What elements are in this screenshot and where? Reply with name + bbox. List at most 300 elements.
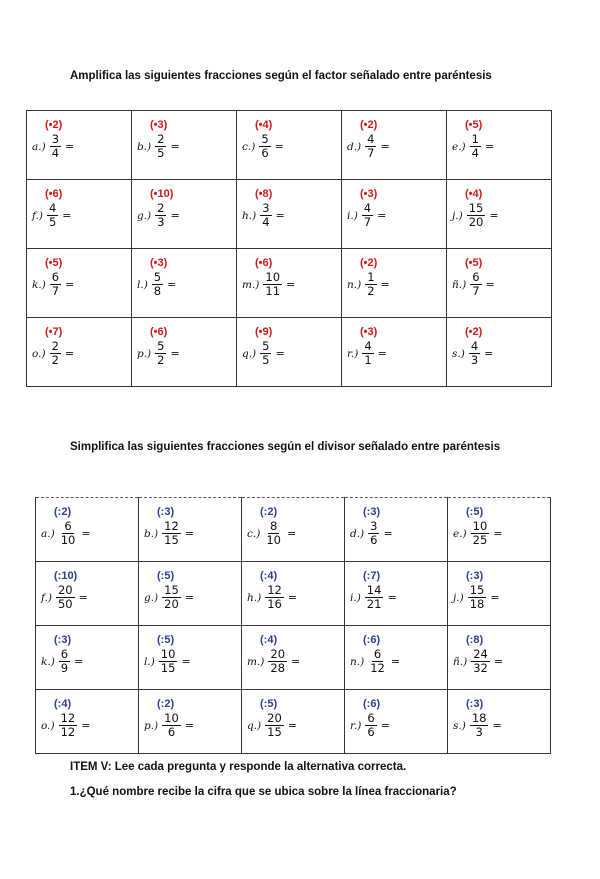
operator-factor: (•8) <box>255 188 273 200</box>
amplify-cell <box>237 180 342 249</box>
simplify-cell <box>345 498 448 562</box>
numerator: 10 <box>472 519 488 533</box>
exercise <box>132 180 236 248</box>
simplify-cell <box>36 562 139 626</box>
exercise <box>139 626 241 689</box>
exercise <box>345 626 447 689</box>
numerator: 6 <box>60 647 69 661</box>
numerator: 2 <box>157 132 165 146</box>
exercise <box>27 318 131 386</box>
fraction <box>259 133 270 160</box>
simplify-row <box>36 498 551 562</box>
fraction-expression <box>247 520 296 547</box>
fraction <box>362 202 373 229</box>
operator-factor: (:3) <box>466 570 484 582</box>
fraction <box>467 202 486 229</box>
operator-factor: (•2) <box>45 119 63 131</box>
numerator: 3 <box>262 201 270 215</box>
simplify-cell <box>139 626 242 690</box>
numerator: 4 <box>367 132 375 146</box>
operator-factor: (:6) <box>363 698 381 710</box>
equals-sign: = <box>65 278 75 291</box>
fraction-expression <box>41 712 90 739</box>
amplify-cell <box>342 111 447 180</box>
exercise-label: o.) <box>32 347 46 360</box>
exercise-label: i.) <box>347 209 358 222</box>
numerator: 6 <box>472 270 480 284</box>
denominator: 20 <box>164 597 179 611</box>
denominator: 2 <box>157 353 165 367</box>
fraction <box>263 271 282 298</box>
exercise-label: l.) <box>137 278 148 291</box>
fraction <box>162 584 181 611</box>
equals-sign: = <box>380 140 390 153</box>
fraction <box>59 520 78 547</box>
equals-sign: = <box>170 347 180 360</box>
exercise <box>36 562 138 625</box>
exercise <box>342 318 446 386</box>
denominator: 15 <box>164 533 179 547</box>
operator-factor: (•6) <box>255 257 273 269</box>
simplify-cell <box>36 626 139 690</box>
amplify-cell <box>27 111 132 180</box>
simplify-cell <box>242 626 345 690</box>
fraction <box>362 340 373 367</box>
fraction <box>155 202 166 229</box>
denominator: 50 <box>57 597 73 611</box>
fraction-expression <box>242 202 285 229</box>
denominator: 16 <box>267 597 282 611</box>
equals-sign: = <box>286 527 297 540</box>
fraction-expression <box>452 340 493 367</box>
amplify-instructions: Amplifica las siguientes fracciones según el factor señalado entre paréntesis <box>70 70 492 82</box>
denominator: 32 <box>473 661 488 675</box>
denominator: 3 <box>475 725 483 739</box>
operator-factor: (•9) <box>255 326 273 338</box>
equals-sign: = <box>493 527 503 540</box>
equals-sign: = <box>387 591 397 604</box>
exercise <box>132 318 236 386</box>
fraction-expression <box>137 340 180 367</box>
operator-factor: (:5) <box>466 506 484 518</box>
equals-sign: = <box>167 278 177 291</box>
fraction <box>162 712 181 739</box>
fraction-expression <box>453 584 500 611</box>
denominator: 21 <box>366 597 382 611</box>
exercise-label: s.) <box>453 719 466 732</box>
fraction-expression <box>137 271 176 298</box>
equals-sign: = <box>274 140 284 153</box>
denominator: 6 <box>261 146 269 160</box>
exercise-label: j.) <box>452 209 463 222</box>
equals-sign: = <box>62 209 72 222</box>
fraction-expression <box>347 133 390 160</box>
fraction-expression <box>347 340 387 367</box>
fraction-expression <box>32 133 74 160</box>
fraction <box>50 133 61 160</box>
denominator: 2 <box>367 284 375 298</box>
exercise-label: g.) <box>137 209 152 222</box>
operator-factor: (:2) <box>260 506 278 518</box>
operator-factor: (•5) <box>45 257 63 269</box>
numerator: 10 <box>160 647 176 661</box>
fraction-expression <box>144 712 194 739</box>
exercise <box>447 318 551 386</box>
exercise-label: k.) <box>32 278 46 291</box>
amplify-cell <box>447 249 552 318</box>
equals-sign: = <box>184 527 195 540</box>
numerator: 8 <box>269 519 278 533</box>
simplify-cell <box>345 626 448 690</box>
operator-factor: (:6) <box>363 634 381 646</box>
equals-sign: = <box>170 209 180 222</box>
exercise <box>342 180 446 248</box>
question-1: 1.¿Qué nombre recibe la cifra que se ubica sobre la línea fraccionaria? <box>70 786 457 798</box>
simplify-cell <box>36 498 139 562</box>
operator-factor: (•3) <box>150 257 168 269</box>
item-v-title: ITEM V: Lee cada pregunta y responde la alternativa correcta. <box>70 761 407 773</box>
fraction <box>260 340 271 367</box>
amplify-cell <box>237 111 342 180</box>
denominator: 4 <box>51 146 60 160</box>
equals-sign: = <box>485 278 495 291</box>
fraction <box>470 712 489 739</box>
operator-factor: (:5) <box>157 634 175 646</box>
exercise <box>447 180 551 248</box>
operator-factor: (:5) <box>157 570 175 582</box>
amplify-cell <box>447 180 552 249</box>
operator-factor: (•3) <box>360 188 378 200</box>
numerator: 6 <box>367 711 375 725</box>
fraction <box>152 271 163 298</box>
equals-sign: = <box>484 140 495 153</box>
fraction <box>365 271 376 298</box>
equals-sign: = <box>380 719 390 732</box>
denominator: 3 <box>470 353 479 367</box>
amplify-cell <box>27 180 132 249</box>
denominator: 8 <box>153 284 162 298</box>
fraction-expression <box>32 202 72 229</box>
fraction <box>47 202 58 229</box>
operator-factor: (:3) <box>363 506 381 518</box>
equals-sign: = <box>74 655 84 668</box>
amplify-cell <box>132 318 237 387</box>
denominator: 12 <box>370 661 385 675</box>
exercise-label: b.) <box>144 527 159 540</box>
equals-sign: = <box>489 209 499 222</box>
operator-factor: (:2) <box>157 698 175 710</box>
fraction <box>365 712 376 739</box>
operator-factor: (•4) <box>465 188 483 200</box>
exercise-label: s.) <box>452 347 465 360</box>
fraction-expression <box>247 712 297 739</box>
equals-sign: = <box>291 655 301 668</box>
fraction <box>265 584 284 611</box>
exercise <box>27 111 131 179</box>
denominator: 5 <box>48 215 57 229</box>
simplify-cell <box>448 498 551 562</box>
exercise-label: l.) <box>144 655 155 668</box>
fraction-expression <box>242 271 295 298</box>
equals-sign: = <box>81 719 91 732</box>
equals-sign: = <box>275 209 285 222</box>
exercise <box>132 249 236 317</box>
fraction-expression <box>350 648 400 675</box>
fraction-expression <box>137 133 180 160</box>
simplify-cell <box>139 498 242 562</box>
fraction-expression <box>137 202 180 229</box>
denominator: 10 <box>266 533 281 547</box>
denominator: 5 <box>262 353 270 367</box>
denominator: 4 <box>262 215 270 229</box>
denominator: 6 <box>367 725 375 739</box>
exercise <box>448 562 550 625</box>
denominator: 5 <box>157 146 165 160</box>
denominator: 28 <box>270 661 286 675</box>
fraction-expression <box>247 648 300 675</box>
exercise <box>139 562 241 625</box>
equals-sign: = <box>493 655 504 668</box>
amplify-cell <box>447 318 552 387</box>
exercise-label: d.) <box>350 527 365 540</box>
amplify-cell <box>132 111 237 180</box>
exercise-label: r.) <box>347 347 359 360</box>
equals-sign: = <box>490 591 500 604</box>
operator-factor: (•2) <box>360 257 378 269</box>
amplify-cell <box>132 249 237 318</box>
fraction <box>365 133 376 160</box>
exercise-label: p.) <box>137 347 152 360</box>
amplify-cell <box>342 180 447 249</box>
equals-sign: = <box>380 278 390 291</box>
equals-sign: = <box>81 527 91 540</box>
exercise-label: h.) <box>242 209 257 222</box>
operator-factor: (:3) <box>54 634 72 646</box>
operator-factor: (:8) <box>466 634 484 646</box>
simplify-cell <box>448 690 551 754</box>
numerator: 3 <box>370 519 378 533</box>
fraction-expression <box>453 520 503 547</box>
operator-factor: (:4) <box>260 570 278 582</box>
operator-factor: (•2) <box>360 119 378 131</box>
exercise <box>447 249 551 317</box>
equals-sign: = <box>484 347 494 360</box>
exercise-label: f.) <box>32 209 43 222</box>
denominator: 7 <box>367 146 375 160</box>
fraction-expression <box>41 584 88 611</box>
amplify-cell <box>132 180 237 249</box>
equals-sign: = <box>383 527 393 540</box>
numerator: 10 <box>164 711 179 725</box>
simplify-cell <box>345 690 448 754</box>
exercise <box>132 111 236 179</box>
denominator: 12 <box>60 725 76 739</box>
numerator: 24 <box>473 647 488 661</box>
exercise <box>242 690 344 753</box>
denominator: 6 <box>370 533 378 547</box>
simplify-cell <box>242 690 345 754</box>
fraction-expression <box>453 648 503 675</box>
equals-sign: = <box>65 140 75 153</box>
fraction <box>56 584 75 611</box>
amplify-cell <box>27 318 132 387</box>
exercise-label: ñ.) <box>452 278 467 291</box>
amplify-cell <box>237 318 342 387</box>
operator-factor: (•5) <box>465 257 483 269</box>
fraction-expression <box>41 520 91 547</box>
fraction-expression <box>32 340 74 367</box>
fraction-expression <box>144 520 194 547</box>
fraction <box>470 271 481 298</box>
exercise-label: i.) <box>350 591 361 604</box>
fraction <box>265 712 284 739</box>
simplify-cell <box>448 562 551 626</box>
exercise <box>342 249 446 317</box>
exercise-label: o.) <box>41 719 55 732</box>
operator-factor: (•2) <box>465 326 483 338</box>
exercise <box>242 562 344 625</box>
exercise <box>242 626 344 689</box>
denominator: 1 <box>364 353 372 367</box>
numerator: 2 <box>51 339 59 353</box>
numerator: 5 <box>153 270 162 284</box>
operator-factor: (•7) <box>45 326 63 338</box>
exercise-label: d.) <box>347 140 362 153</box>
simplify-cell <box>345 562 448 626</box>
exercise-label: q.) <box>247 719 262 732</box>
equals-sign: = <box>287 719 298 732</box>
operator-factor: (:4) <box>54 698 72 710</box>
equals-sign: = <box>170 140 180 153</box>
operator-factor: (:5) <box>260 698 278 710</box>
fraction <box>260 202 271 229</box>
equals-sign: = <box>275 347 285 360</box>
fraction <box>470 133 481 160</box>
exercise <box>447 111 551 179</box>
fraction-expression <box>247 584 297 611</box>
amplify-row <box>27 111 552 180</box>
amplify-cell <box>342 318 447 387</box>
numerator: 12 <box>164 519 179 533</box>
exercise <box>27 180 131 248</box>
exercise <box>237 180 341 248</box>
exercise-label: j.) <box>453 591 464 604</box>
amplify-cell <box>447 111 552 180</box>
simplify-row <box>36 562 551 626</box>
operator-factor: (•10) <box>150 188 174 200</box>
simplify-cell <box>139 690 242 754</box>
numerator: 5 <box>262 339 270 353</box>
exercise-label: e.) <box>452 140 466 153</box>
exercise <box>345 690 447 753</box>
denominator: 15 <box>160 661 176 675</box>
operator-factor: (•3) <box>360 326 378 338</box>
exercise-label: r.) <box>350 719 362 732</box>
denominator: 15 <box>267 725 282 739</box>
fraction-expression <box>144 648 191 675</box>
numerator: 4 <box>48 201 57 215</box>
fraction <box>368 648 387 675</box>
fraction-expression <box>453 712 502 739</box>
exercise <box>36 626 138 689</box>
fraction <box>59 712 78 739</box>
numerator: 15 <box>164 583 179 597</box>
operator-factor: (•5) <box>465 119 483 131</box>
fraction-expression <box>347 271 390 298</box>
operator-factor: (•4) <box>255 119 273 131</box>
fraction <box>50 340 61 367</box>
fraction-expression <box>347 202 386 229</box>
denominator: 3 <box>157 215 165 229</box>
equals-sign: = <box>287 591 298 604</box>
equals-sign: = <box>377 209 387 222</box>
denominator: 6 <box>167 725 176 739</box>
fraction <box>50 271 61 298</box>
numerator: 12 <box>267 583 282 597</box>
simplify-table <box>35 497 551 754</box>
numerator: 12 <box>60 711 76 725</box>
fraction <box>469 340 480 367</box>
amplify-cell <box>27 249 132 318</box>
numerator: 3 <box>51 132 60 146</box>
simplify-cell <box>242 562 345 626</box>
numerator: 6 <box>373 647 382 661</box>
fraction-expression <box>452 271 495 298</box>
exercise-label: c.) <box>247 527 261 540</box>
exercise-label: k.) <box>41 655 55 668</box>
fraction-expression <box>242 133 284 160</box>
numerator: 1 <box>367 270 375 284</box>
numerator: 4 <box>363 201 372 215</box>
operator-factor: (:3) <box>466 698 484 710</box>
simplify-cell <box>139 562 242 626</box>
equals-sign: = <box>64 347 75 360</box>
exercise-label: a.) <box>41 527 55 540</box>
numerator: 6 <box>64 519 72 533</box>
fraction <box>471 520 490 547</box>
operator-factor: (:7) <box>363 570 381 582</box>
fraction <box>162 520 181 547</box>
amplify-row <box>27 180 552 249</box>
exercise <box>242 498 344 561</box>
denominator: 20 <box>468 215 484 229</box>
amplify-cell <box>342 249 447 318</box>
numerator: 4 <box>364 339 372 353</box>
numerator: 15 <box>468 201 484 215</box>
numerator: 2 <box>157 201 165 215</box>
amplify-cell <box>237 249 342 318</box>
numerator: 20 <box>270 647 286 661</box>
fraction <box>155 340 166 367</box>
exercise <box>27 249 131 317</box>
fraction-expression <box>452 202 499 229</box>
operator-factor: (•3) <box>150 119 168 131</box>
fraction-expression <box>452 133 494 160</box>
simplify-row <box>36 690 551 754</box>
numerator: 6 <box>51 270 60 284</box>
exercise-label: n.) <box>347 278 362 291</box>
exercise <box>448 498 550 561</box>
numerator: 10 <box>265 270 281 284</box>
denominator: 7 <box>363 215 372 229</box>
exercise <box>345 498 447 561</box>
fraction <box>268 648 287 675</box>
equals-sign: = <box>184 719 195 732</box>
operator-factor: (:10) <box>54 570 78 582</box>
numerator: 14 <box>366 583 382 597</box>
denominator: 7 <box>472 284 480 298</box>
numerator: 18 <box>471 711 487 725</box>
